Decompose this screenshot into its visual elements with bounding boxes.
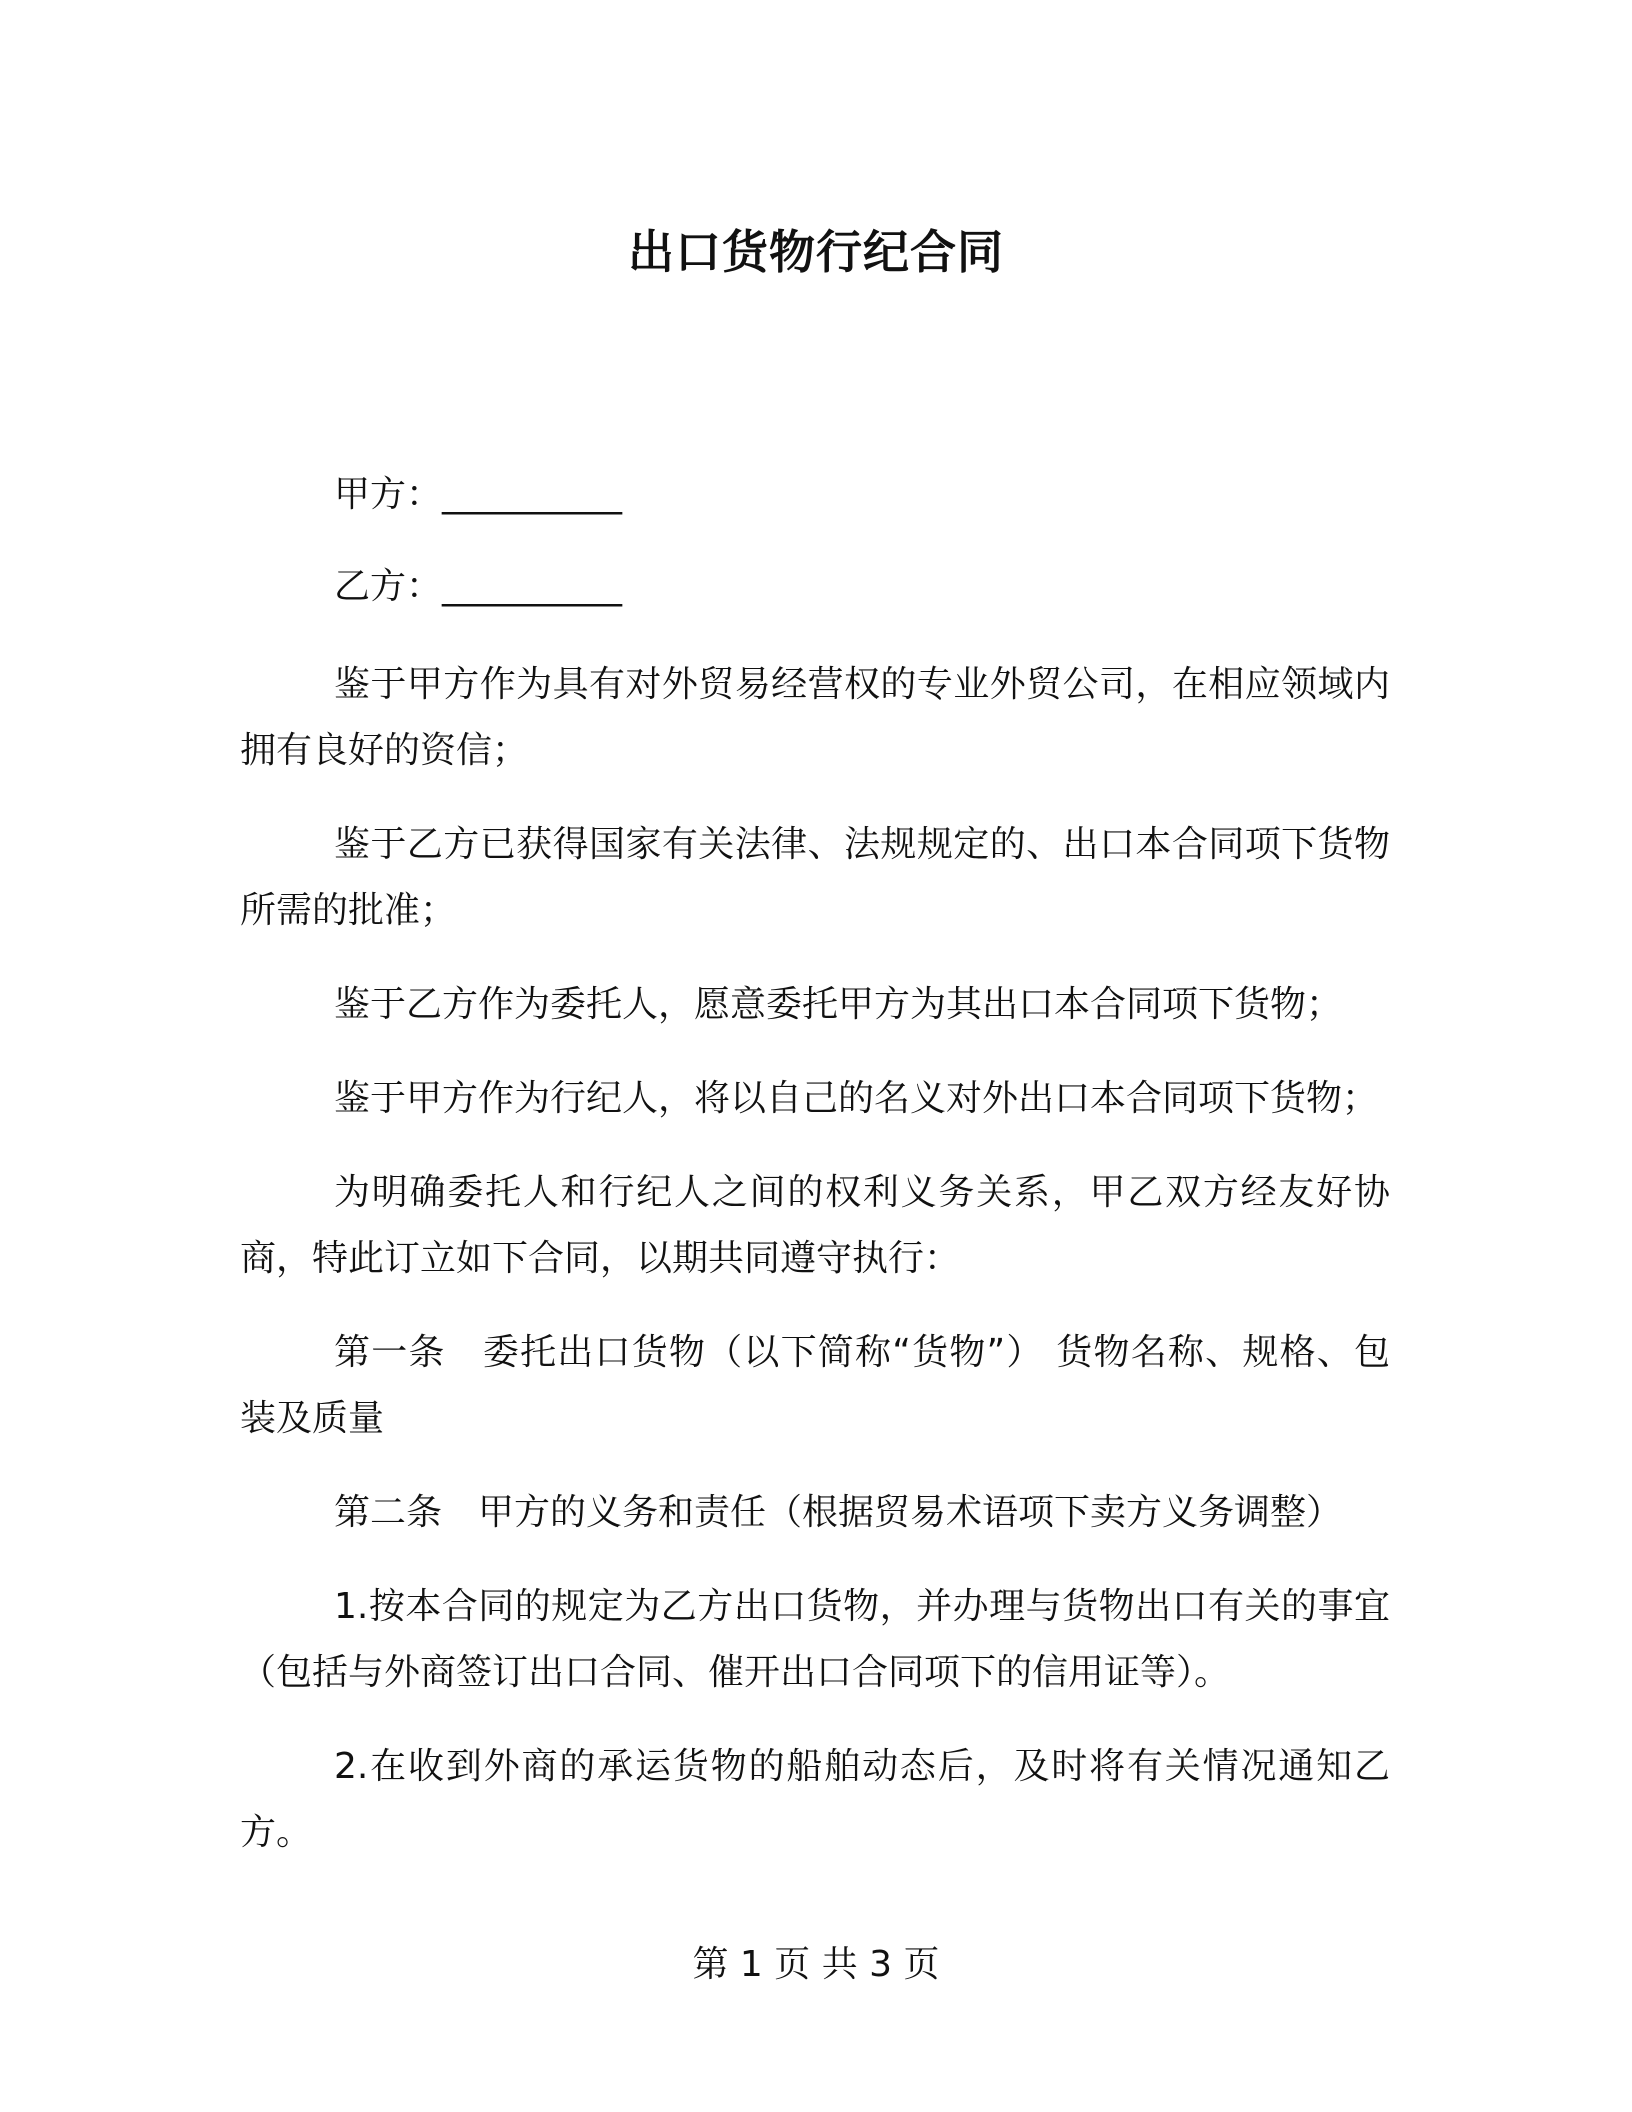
paragraph: 鉴于乙方已获得国家有关法律、法规规定的、出口本合同项下货物所需的批准； — [240, 824, 1390, 931]
article-heading: 第一条 委托出口货物（以下简称“货物”） 货物名称、规格、包装及质量 — [240, 1332, 1390, 1439]
paragraph: 鉴于甲方作为行纪人，将以自己的名义对外出口本合同项下货物； — [334, 1078, 1379, 1119]
party-b-line: 乙方：__________ — [334, 566, 623, 607]
document-title: 出口货物行纪合同 — [628, 225, 1004, 279]
party-a-line: 甲方：__________ — [334, 474, 623, 515]
article-heading: 第二条 甲方的义务和责任（根据贸易术语项下卖方义务调整） — [334, 1492, 1343, 1533]
document-body — [240, 468, 1390, 1894]
paragraph: 鉴于乙方作为委托人，愿意委托甲方为其出口本合同项下货物； — [334, 984, 1343, 1025]
page-number-footer: 第 1 页 共 3 页 — [692, 1944, 940, 1985]
paragraph: 为明确委托人和行纪人之间的权利义务关系，甲乙双方经友好协商，特此订立如下合同，以期共同遵守执行： — [240, 1172, 1390, 1279]
clause-item: 2.在收到外商的承运货物的船舶动态后，及时将有关情况通知乙方。 — [240, 1746, 1390, 1853]
clause-item: 1.按本合同的规定为乙方出口货物，并办理与货物出口有关的事宜（包括与外商签订出口合同、催开出口合同项下的信用证等）。 — [240, 1586, 1390, 1693]
paragraph: 鉴于甲方作为具有对外贸易经营权的专业外贸公司，在相应领域内拥有良好的资信； — [240, 664, 1390, 771]
